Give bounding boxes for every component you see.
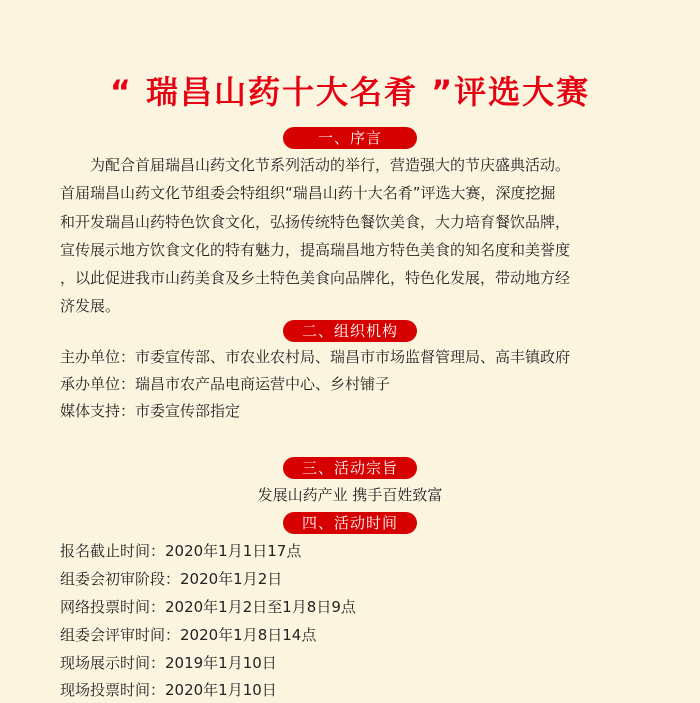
intro-line: 首届瑞昌山药文化节组委会特组织“瑞昌山药十大名肴”评选大赛，深度挖掘 <box>60 184 556 203</box>
section-preface-badge: 一、序言 <box>283 127 417 149</box>
schedule-item: 网络投票时间：2020年1月2日至1月8日9点 <box>60 598 356 616</box>
page-title: “ 瑞昌山药十大名肴 ”评选大赛 <box>109 73 591 111</box>
purpose-text: 发展山药产业 携手百姓致富 <box>257 486 443 504</box>
schedule-item: 现场展示时间：2019年1月10日 <box>60 654 277 672</box>
schedule-item: 组委会评审时间：2020年1月8日14点 <box>60 626 317 644</box>
org-media-line: 媒体支持：市委宣传部指定 <box>60 402 241 420</box>
intro-paragraph <box>60 151 650 321</box>
schedule-item: 现场投票时间：2020年1月10日 <box>60 681 277 699</box>
schedule-item: 组委会初审阶段：2020年1月2日 <box>60 570 283 588</box>
org-host-line: 主办单位：市委宣传部、市农业农村局、瑞昌市市场监督管理局、高丰镇政府 <box>60 348 571 366</box>
intro-line: 为配合首届瑞昌山药文化节系列活动的举行，营造强大的节庆盛典活动。 <box>90 156 571 174</box>
intro-line: 济发展。 <box>60 297 121 316</box>
section-organization-badge: 二、组织机构 <box>283 320 417 342</box>
intro-line: 宣传展示地方饮食文化的特有魅力，提高瑞昌地方特色美食的知名度和美誉度 <box>60 240 571 259</box>
schedule-item: 报名截止时间：2020年1月1日17点 <box>60 542 302 560</box>
section-schedule-badge: 四、活动时间 <box>283 512 417 534</box>
org-organizer-line: 承办单位：瑞昌市农产品电商运营中心、乡村铺子 <box>60 375 391 393</box>
intro-line: 和开发瑞昌山药特色饮食文化，弘扬传统特色餐饮美食，大力培育餐饮品牌， <box>60 212 571 231</box>
section-purpose-badge: 三、活动宗旨 <box>283 457 417 479</box>
intro-line: ，以此促进我市山药美食及乡土特色美食向品牌化，特色化发展，带动地方经 <box>60 269 571 288</box>
